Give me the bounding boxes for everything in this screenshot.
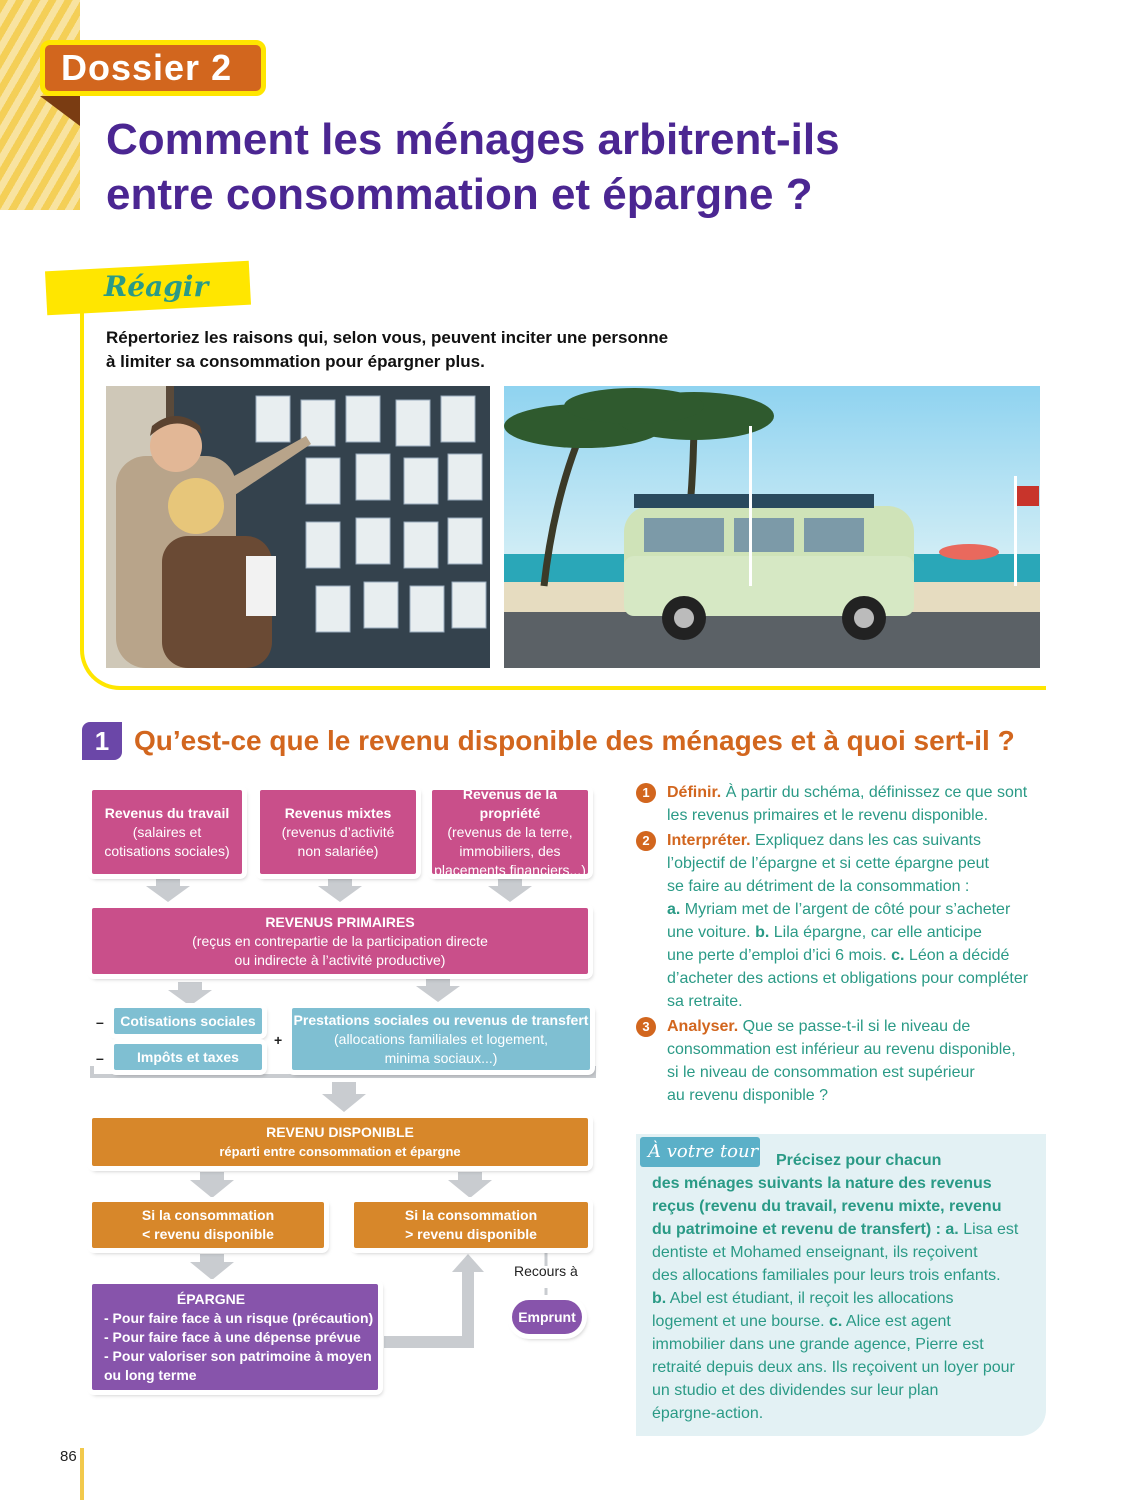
a-votre-tour-text xyxy=(652,1149,1040,1425)
reagir-prompt-line: à limiter sa consommation pour épargner plus. xyxy=(106,352,485,371)
question-text: Lila épargne, car elle anticipe xyxy=(773,924,982,941)
tour-text-segment: c. xyxy=(829,1313,843,1330)
question-letter: b. xyxy=(755,924,770,941)
box-text: non salariée) xyxy=(297,842,379,859)
tour-text-line: des ménages suivants la nature des revenus xyxy=(652,1175,992,1192)
page-title-line: entre consommation et épargne ? xyxy=(106,170,813,219)
reagir-prompt xyxy=(106,326,746,374)
question-text: consommation est inférieur au revenu disponible, xyxy=(667,1041,1016,1058)
box-text: placements financiers...) xyxy=(434,861,586,878)
tour-text-line: Précisez pour chacun xyxy=(776,1152,942,1169)
tour-text-segment: logement et une bourse. xyxy=(652,1313,825,1330)
box-revenus-travail xyxy=(90,788,244,876)
box-text: cotisations sociales) xyxy=(104,842,230,859)
tour-text-line: reçus (revenu du travail, revenu mixte, revenu xyxy=(652,1198,1002,1215)
question-item xyxy=(636,781,1056,827)
box-impots-taxes xyxy=(112,1042,264,1072)
question-text: une voiture. xyxy=(667,924,751,941)
question-text: d’acheter des actions et obligations pour compléter xyxy=(667,970,1029,987)
question-text: sa retraite. xyxy=(667,993,743,1010)
box-consommation-superieure xyxy=(352,1200,590,1250)
question-list xyxy=(636,781,1056,1109)
question-text: se faire au détriment de la consommation : xyxy=(667,878,970,895)
box-text: (revenus d’activité xyxy=(281,823,395,840)
page-title xyxy=(106,112,1066,222)
reagir-label: Réagir xyxy=(104,270,209,303)
section-title: Qu’est-ce que le revenu disponible des ménages et à quoi sert-il ? xyxy=(134,725,1015,756)
minus-sign: – xyxy=(96,1050,104,1066)
box-title: REVENU DISPONIBLE xyxy=(266,1124,414,1140)
question-number: 1 xyxy=(636,783,656,803)
tour-text-segment: b. xyxy=(652,1290,667,1307)
box-title: Emprunt xyxy=(518,1308,576,1325)
box-text: Si la consommation xyxy=(404,1207,538,1223)
van-beach-photo-illustration xyxy=(504,386,1040,668)
box-text: immobiliers, des xyxy=(459,842,561,859)
dossier-tab-fold xyxy=(40,96,80,126)
box-revenu-disponible xyxy=(90,1116,590,1168)
box-epargne xyxy=(90,1282,380,1392)
question-text: Expliquez dans les cas suivants xyxy=(755,832,981,849)
box-text: < revenu disponible xyxy=(142,1226,274,1242)
question-text: Léon a décidé xyxy=(908,947,1010,964)
box-title: Cotisations sociales xyxy=(120,1012,256,1029)
box-title: Prestations sociales ou revenus de transfert xyxy=(293,1011,589,1028)
tour-text-line: épargne-action. xyxy=(652,1405,764,1422)
question-item xyxy=(636,829,1056,1013)
page-number: 86 xyxy=(60,1448,77,1465)
box-text: (salaires et xyxy=(132,823,202,840)
box-text: (allocations familiales et logement, xyxy=(334,1030,548,1047)
box-text: réparti entre consommation et épargne xyxy=(219,1144,461,1159)
tour-text-segment: du patrimoine et revenu de transfert) : a. xyxy=(652,1221,959,1238)
box-title: Revenus mixtes xyxy=(284,804,392,821)
box-revenus-propriete xyxy=(430,785,590,878)
box-emprunt xyxy=(510,1298,584,1336)
box-text: > revenu disponible xyxy=(405,1226,537,1242)
box-text: minima sociaux...) xyxy=(384,1049,498,1066)
question-text: l’objectif de l’épargne et si cette épargne peut xyxy=(667,855,989,872)
box-title: ÉPARGNE xyxy=(176,1290,246,1307)
question-letter: a. xyxy=(667,901,681,918)
tour-text-line: dentiste et Mohamed enseignant, ils reçoivent xyxy=(652,1244,978,1261)
tour-text-segment: Lisa est xyxy=(963,1221,1019,1238)
tour-text-segment: Abel est étudiant, il reçoit les allocations xyxy=(669,1290,954,1307)
tour-text-segment: Alice est agent xyxy=(845,1313,951,1330)
box-title: Revenus du travail xyxy=(104,804,230,821)
box-cotisations-sociales xyxy=(112,1006,264,1036)
tour-text-line: immobilier dans une grande agence, Pierre est xyxy=(652,1336,984,1353)
question-text: si le niveau de consommation est supérieur xyxy=(667,1064,975,1081)
question-text: À partir du schéma, définissez ce que sont xyxy=(725,784,1028,801)
photo-van-beach xyxy=(504,386,1040,668)
question-keyword: Interpréter. xyxy=(667,832,751,849)
box-text: ou long terme xyxy=(104,1366,197,1383)
box-title: Revenus de la propriété xyxy=(462,785,558,821)
box-consommation-inferieure xyxy=(90,1200,326,1250)
section-number: 1 xyxy=(82,722,122,760)
tour-text-line: des allocations familiales pour leurs trois enfants. xyxy=(652,1267,1001,1284)
box-title: Impôts et taxes xyxy=(137,1048,239,1065)
recours-label: Recours à xyxy=(514,1263,578,1279)
a-votre-tour-tag: À votre tour xyxy=(640,1137,760,1167)
box-prestations-sociales xyxy=(290,1006,592,1072)
box-text: (revenus de la terre, xyxy=(447,823,573,840)
question-text: Myriam met de l’argent de côté pour s’acheter xyxy=(684,901,1011,918)
box-revenus-primaires xyxy=(90,906,590,976)
minus-sign: – xyxy=(96,1014,104,1030)
question-text: au revenu disponible ? xyxy=(667,1087,829,1104)
real-estate-photo-illustration xyxy=(106,386,490,668)
box-text: - Pour faire face à une dépense prévue xyxy=(104,1328,361,1345)
box-text: - Pour faire face à un risque (précaution) xyxy=(104,1309,374,1326)
dossier-tab: Dossier 2 xyxy=(40,40,266,96)
box-revenus-mixtes xyxy=(258,788,418,876)
tour-text-line: un studio et des dividendes sur leur plan xyxy=(652,1382,939,1399)
question-item xyxy=(636,1015,1056,1107)
box-text: Si la consommation xyxy=(141,1207,275,1223)
page-title-line: Comment les ménages arbitrent-ils xyxy=(106,115,840,164)
question-text: Que se passe-t-il si le niveau de xyxy=(742,1018,971,1035)
question-number: 3 xyxy=(636,1017,656,1037)
plus-sign: + xyxy=(274,1032,283,1048)
question-keyword: Analyser. xyxy=(667,1018,739,1035)
page-number-bar xyxy=(80,1448,84,1500)
question-text: les revenus primaires et le revenu disponible. xyxy=(667,807,989,824)
question-keyword: Définir. xyxy=(667,784,722,801)
box-text: ou indirecte à l’activité productive) xyxy=(234,951,446,968)
question-number: 2 xyxy=(636,831,656,851)
box-text: (reçus en contrepartie de la participation directe xyxy=(192,932,488,949)
question-text: une perte d’emploi d’ici 6 mois. xyxy=(667,947,887,964)
photo-real-estate-window xyxy=(106,386,490,668)
tour-text-line: retraité depuis deux ans. Ils reçoivent un loyer pour xyxy=(652,1359,1015,1376)
reagir-prompt-line: Répertoriez les raisons qui, selon vous, peuvent inciter une personne xyxy=(106,328,669,347)
box-text: - Pour valoriser son patrimoine à moyen xyxy=(104,1347,372,1364)
box-title: REVENUS PRIMAIRES xyxy=(265,913,415,930)
question-letter: c. xyxy=(891,947,905,964)
